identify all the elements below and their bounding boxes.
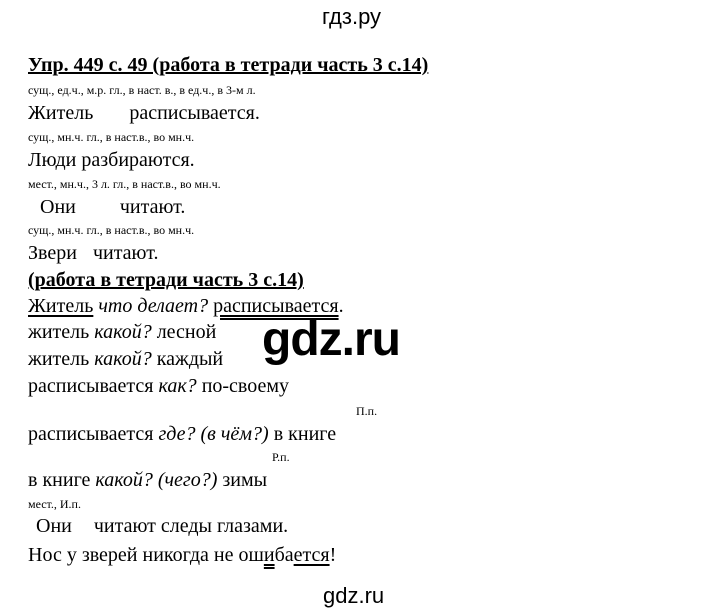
sentence-1 (28, 103, 260, 123)
parse-line-4 (28, 376, 289, 396)
main-word: житель (28, 348, 90, 370)
grammar-annotation: мест., мн.ч., 3 л. гл., в наст.в., во мн.ч. (28, 177, 221, 191)
section-subtitle: (работа в тетради часть 3 с.14) (28, 269, 304, 291)
dependent-word: по-своему (201, 375, 290, 397)
subject-underlined: Житель (28, 295, 94, 317)
predicate-word: расписывается. (129, 102, 260, 124)
question-text: что делает? (98, 295, 209, 317)
site-header: гдз.ру (322, 4, 382, 29)
parse-line-6 (28, 470, 267, 490)
watermark: gdz.ru (262, 313, 400, 366)
predicate-phrase: читают следы глазами. (93, 515, 289, 537)
marked-letter: и (263, 544, 275, 566)
subject-word: Они (36, 515, 72, 537)
predicate-underlined: расписывается (213, 295, 339, 317)
sentence-4 (28, 243, 158, 263)
dependent-word: зимы (222, 469, 268, 491)
text-part: ба (274, 544, 294, 566)
parse-line-8 (28, 545, 336, 565)
grammar-annotation: сущ., мн.ч. гл., в наст.в., во мн.ч. (28, 223, 195, 237)
main-word: расписывается (28, 375, 154, 397)
question-text: какой? (94, 348, 152, 370)
site-footer: gdz.ru (323, 583, 385, 608)
case-annotation: П.п. (356, 404, 378, 418)
exercise-title: Упр. 449 с. 49 (работа в тетради часть 3 с.14) (28, 54, 429, 76)
main-word: житель (28, 321, 90, 343)
question-text: какой? (94, 321, 152, 343)
question-text: как? (158, 375, 197, 397)
subject-word: Звери (28, 242, 77, 264)
dependent-word: лесной (156, 321, 217, 343)
dependent-word: каждый (156, 348, 224, 370)
sentence-2: Люди разбираются. (28, 149, 195, 171)
grammar-annotation: сущ., мн.ч. гл., в наст.в., во мн.ч. (28, 130, 195, 144)
underlined-ending: ется (293, 544, 330, 566)
parse-line-3 (28, 349, 223, 369)
period: . (338, 295, 344, 317)
parse-line-5 (28, 424, 336, 444)
parse-line-2 (28, 322, 216, 342)
grammar-annotation: сущ., ед.ч., м.р. гл., в наст. в., в ед.ч., в 3-м л. (28, 83, 256, 97)
dependent-word: в книге (273, 423, 337, 445)
text-part: Нос у зверей никогда не ош (28, 544, 264, 566)
subject-word: Они (40, 196, 76, 218)
grammar-annotation: мест., И.п. (28, 497, 81, 511)
main-word: в книге (28, 469, 91, 491)
case-annotation: Р.п. (272, 450, 290, 464)
main-word: расписывается (28, 423, 154, 445)
question-text: какой? (чего?) (95, 469, 218, 491)
text-part: ! (329, 544, 337, 566)
sentence-3 (40, 197, 185, 217)
subject-word: Житель (28, 102, 94, 124)
parse-line-7 (36, 516, 288, 536)
predicate-word: читают. (92, 242, 159, 264)
predicate-word: читают. (119, 196, 186, 218)
question-text: где? (в чём?) (158, 423, 269, 445)
